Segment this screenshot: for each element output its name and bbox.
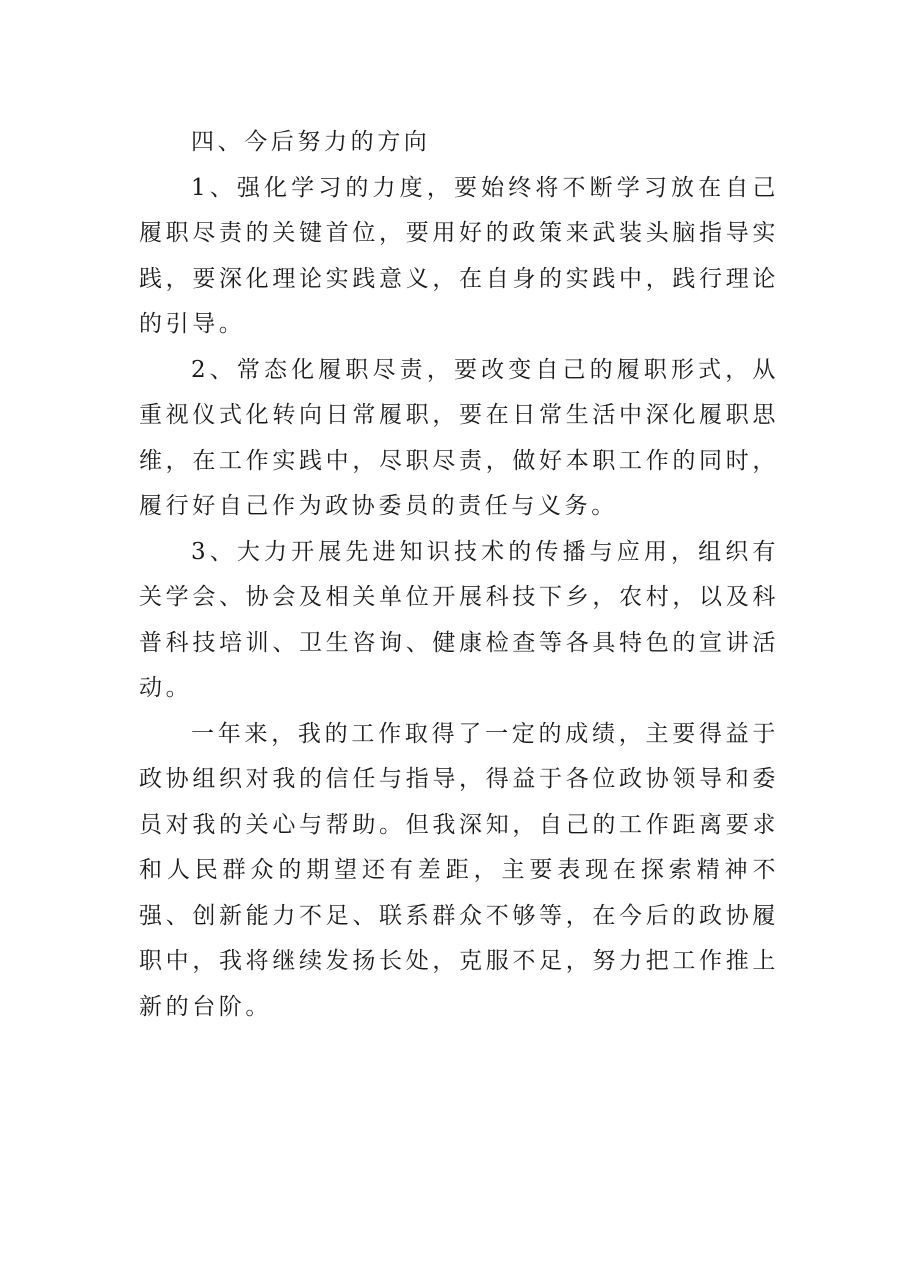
paragraph-3: 3、大力开展先进知识技术的传播与应用，组织有关学会、协会及相关单位开展科技下乡，农村，以及科普科技培训、卫生咨询、健康检查等各具特色的宣讲活动。: [139, 538, 779, 701]
paragraph-4: 一年来，我的工作取得了一定的成绩，主要得益于政协组织对我的信任与指导，得益于各位政协领导和委员对我的关心与帮助。但我深知，自己的工作距离要求和人民群众的期望还有差距，主要表现在探索精神不强、创新能力不足、联系群众不够等，在今后的政协履职中，我将继续发扬长处，克服不足，努力把工作推上新的台阶。: [139, 720, 779, 1020]
section-heading: 四、今后努力的方向: [191, 129, 431, 155]
document-body: [139, 120, 779, 1030]
paragraph-1: 1、强化学习的力度，要始终将不断学习放在自己履职尽责的关键首位，要用好的政策来武装头脑指导实践，要深化理论实践意义，在自身的实践中，践行理论的引导。: [139, 174, 779, 337]
paragraph-2: 2、常态化履职尽责，要改变自己的履职形式，从重视仪式化转向日常履职，要在日常生活中深化履职思维，在工作实践中，尽职尽责，做好本职工作的同时，履行好自己作为政协委员的责任与义务。: [139, 356, 779, 519]
